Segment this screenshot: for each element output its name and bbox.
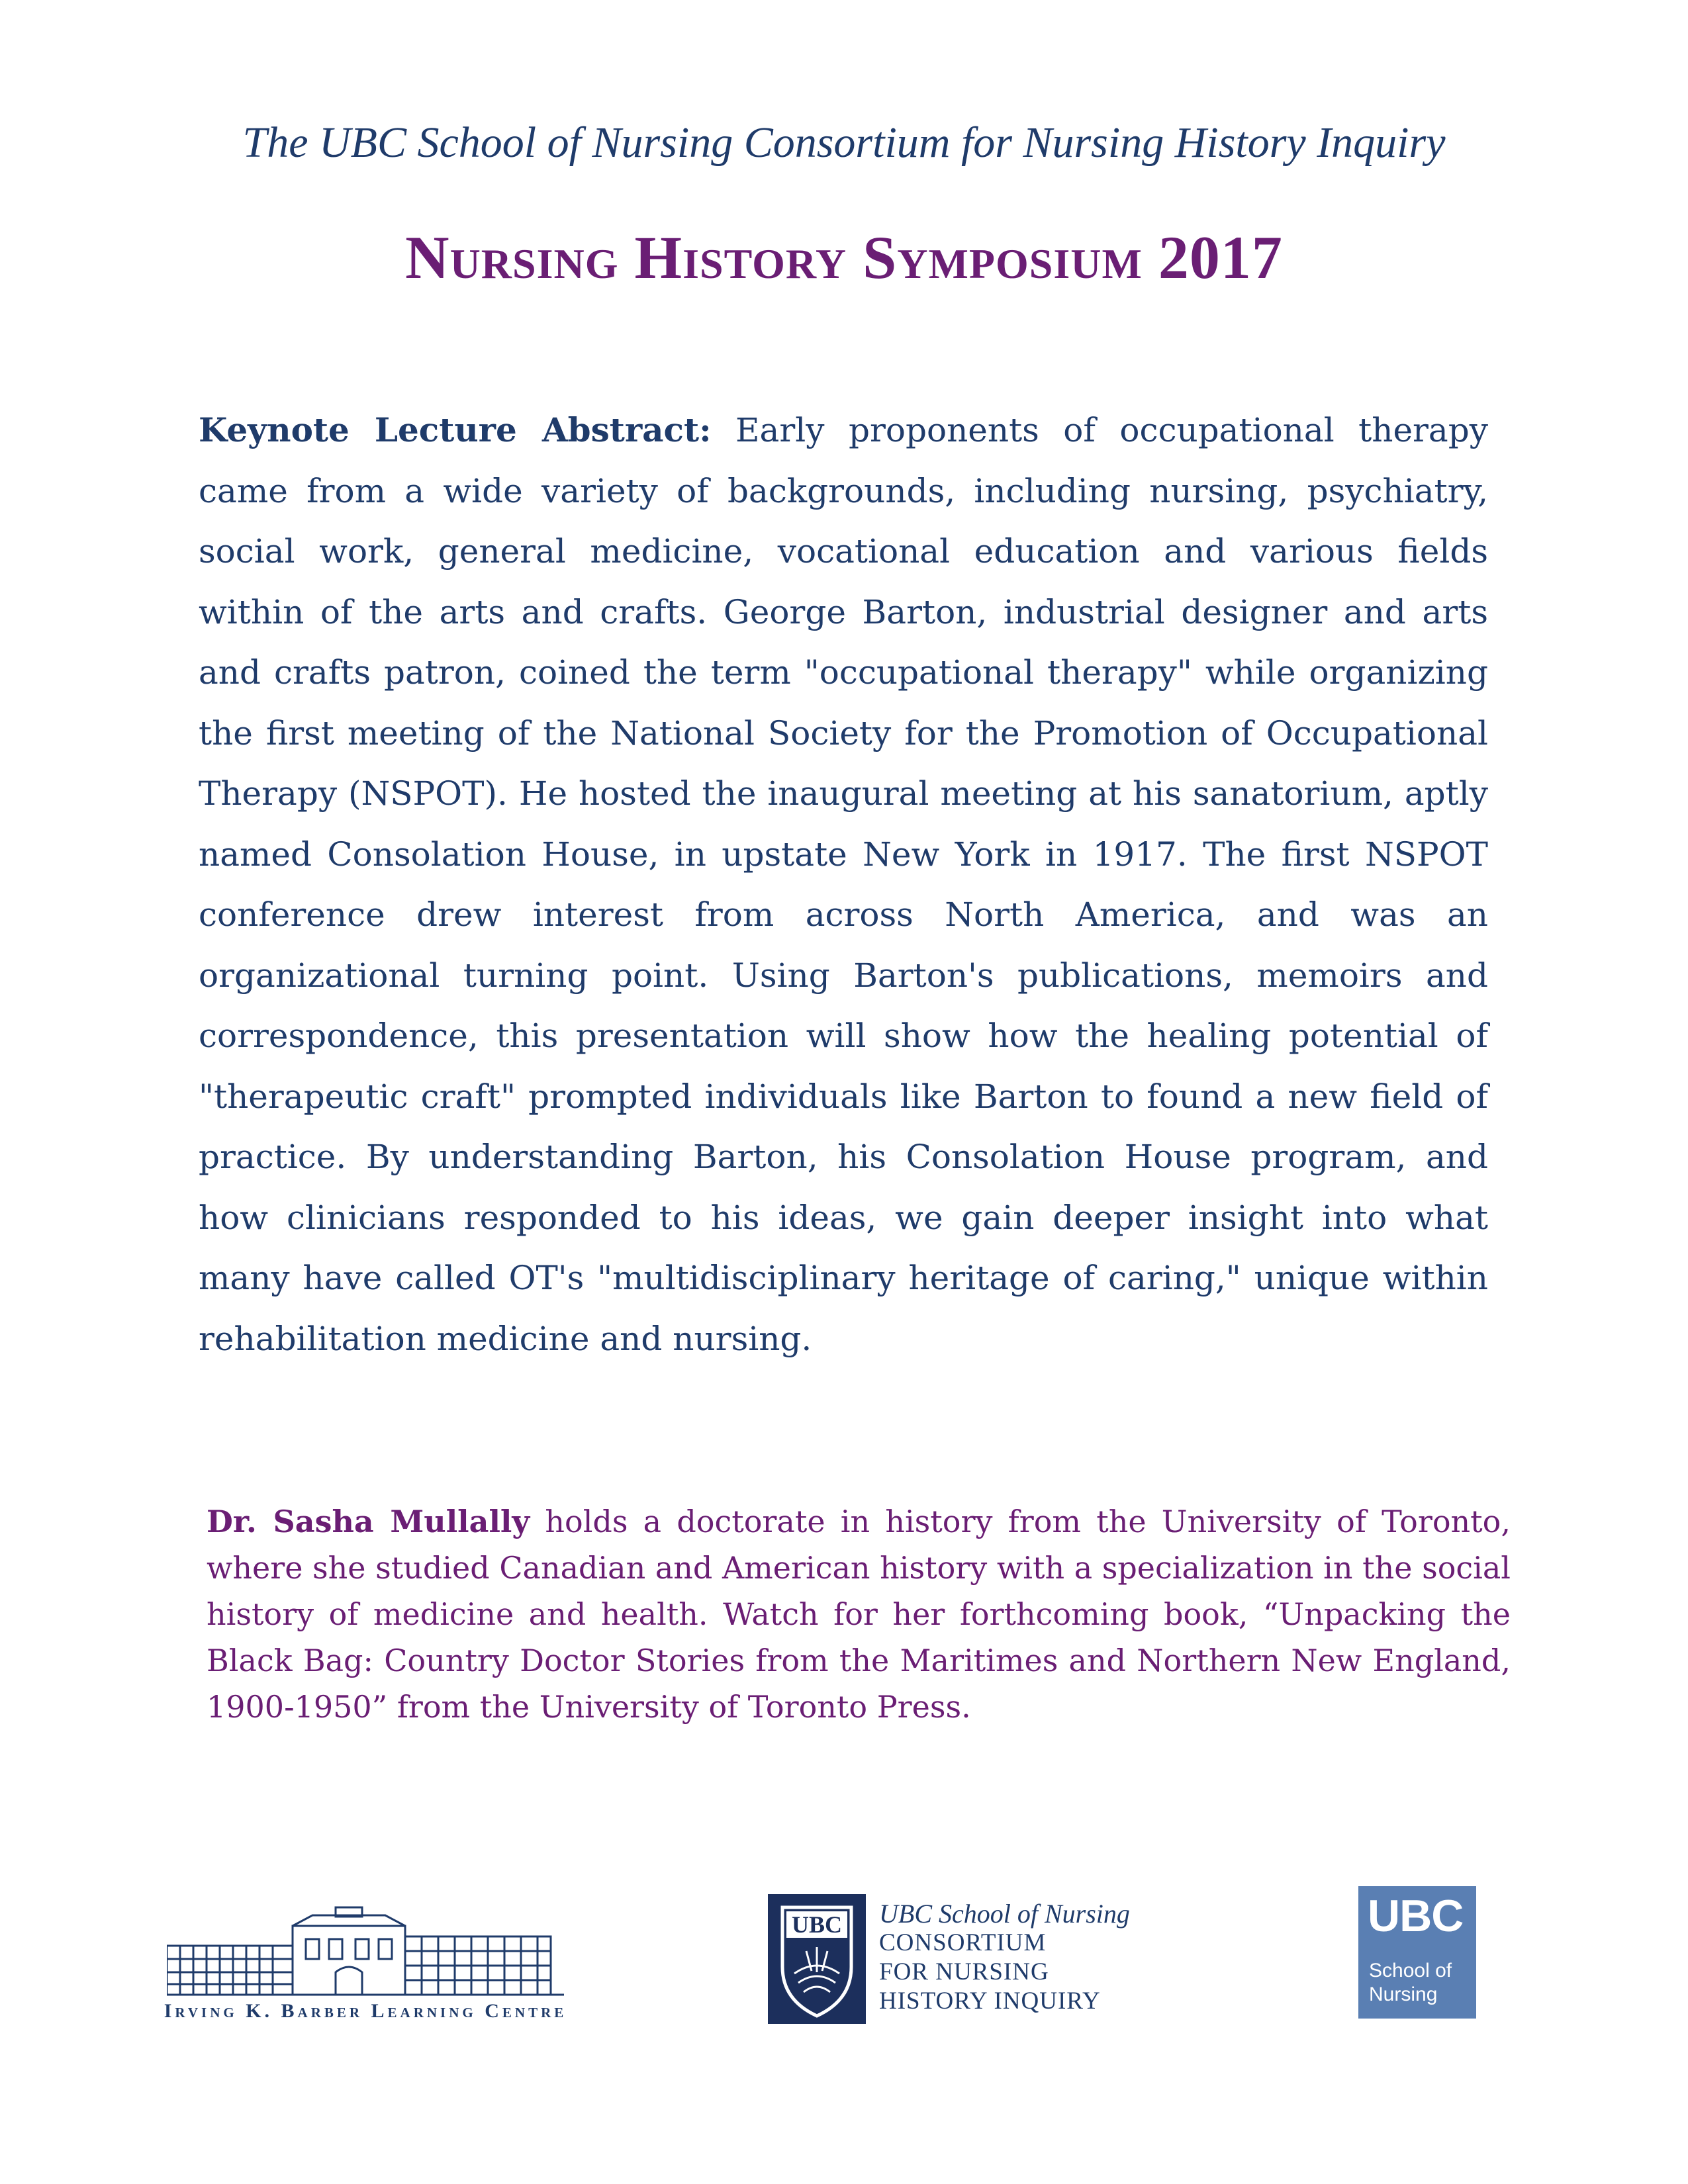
consortium-logo — [768, 1894, 1139, 2026]
ubc-nursing-logo — [1358, 1886, 1476, 2019]
consortium-text — [879, 1899, 1130, 2016]
ubc-logo-text: UBC — [1368, 1891, 1464, 1941]
consortium-line-2: CONSORTIUM — [879, 1929, 1047, 1956]
building-icon — [167, 1906, 564, 1999]
abstract-body: Early proponents of occupational therapy came from a wide variety of backgrounds, including nursing, psychiatry, social work, general medicine, vocational education and various fields within of the arts and crafts. George Barton, industrial designer and arts and crafts patron, coined the term "occupational therapy" while organizing the first meeting of the National Society for the Promotion of Occupational Therapy (NSPOT). He hosted the inaugural meeting at his sanatorium, aptly named Consolation House, in upstate New York in 1917. The first NSPOT conference drew interest from across North America, and was an organizational turning point. Using Barton's publications, memoirs and correspondence, this presentation will show how the healing potential of "therapeutic craft" prompted individuals like Barton to found a new field of practice. By understanding Barton, his Consolation House program, and how clinicians responded to his ideas, we gain deeper insight into what many have called OT's "multidisciplinary heritage of caring," unique within rehabilitation medicine and nursing. — [199, 411, 1488, 1358]
header-subtitle: The UBC School of Nursing Consortium for Nursing History Inquiry — [242, 118, 1446, 167]
consortium-line-3: FOR NURSING — [879, 1958, 1049, 1985]
crest-text: UBC — [791, 1911, 843, 1938]
ubc-logo-line-2: Nursing — [1369, 1983, 1438, 2005]
consortium-line-1: UBC School of Nursing — [879, 1899, 1130, 1929]
page-title: Nursing History Symposium 2017 — [405, 224, 1283, 291]
ubc-logo-line-1: School of — [1369, 1960, 1452, 1981]
abstract-lead: Keynote Lecture Abstract: — [199, 410, 712, 449]
ubc-crest-icon — [768, 1894, 866, 2024]
ubc-logo-subtext — [1369, 1959, 1452, 2007]
abstract-paragraph — [199, 400, 1488, 1369]
bio-body: holds a doctorate in history from the University of Toronto, where she studied Canadian and American history with a specialization in the social history of medicine and health. Watch for her forthcoming book, “Unpacking the Black Bag: Country Doctor Stories from the Maritimes and Northern New England, 1900-1950” from the University of Toronto Press. — [207, 1504, 1511, 1725]
bio-name: Dr. Sasha Mullally — [207, 1504, 530, 1539]
bio-paragraph — [207, 1498, 1511, 1730]
ikb-logo — [154, 1906, 577, 2025]
consortium-line-4: HISTORY INQUIRY — [879, 1987, 1101, 2015]
ikb-label: Irving K. Barber Learning Centre — [164, 2000, 567, 2022]
